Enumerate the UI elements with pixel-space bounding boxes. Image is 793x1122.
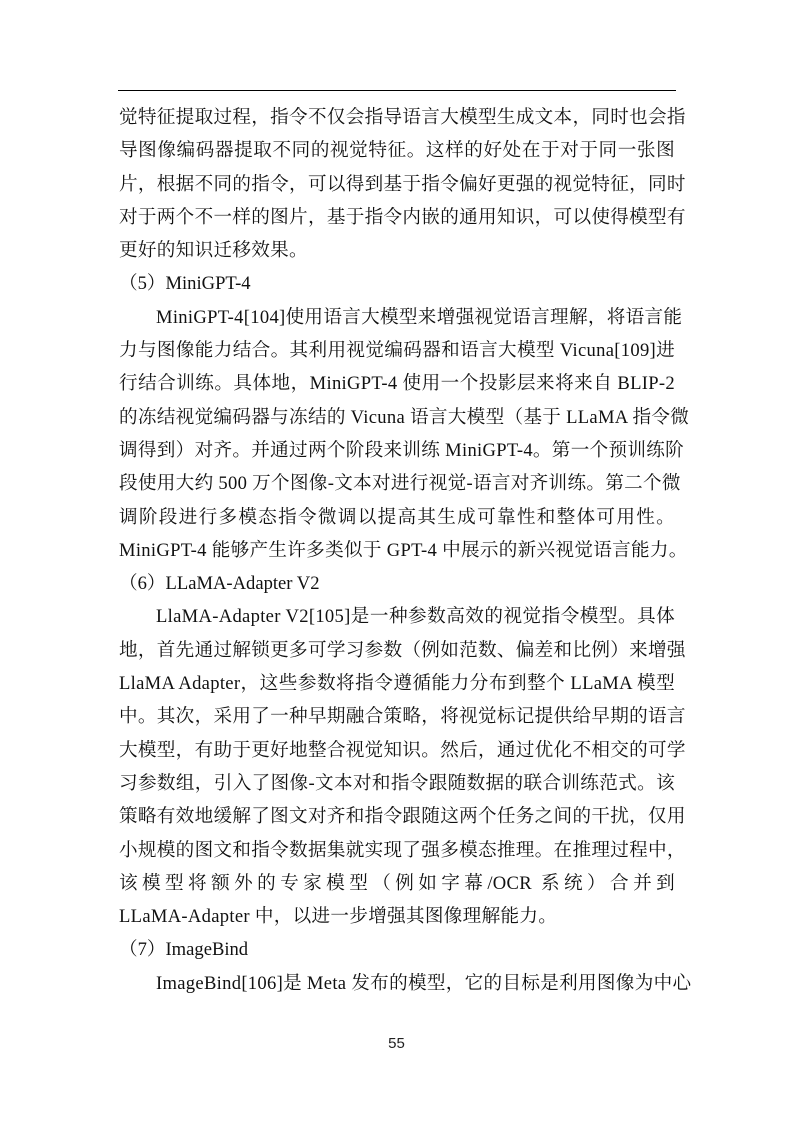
text-line: 觉特征提取过程，指令不仅会指导语言大模型生成文本，同时也会指: [119, 107, 686, 128]
text-line: 更好的知识迁移效果。: [119, 240, 308, 262]
text-line: 小规模的图文和指令数据集就实现了强多模态推理。在推理过程中，: [119, 839, 686, 861]
text-line: 导图像编码器提取不同的视觉特征。这样的好处在于对于同一张图: [119, 140, 675, 162]
text-line: LlaMA Adapter，这些参数将指令遵循能力分布到整个 LLaMA 模型: [119, 673, 675, 695]
text-line: MiniGPT-4[104]使用语言大模型来增强视觉语言理解，将语言能: [156, 306, 683, 328]
text-line: 中。其次，采用了一种早期融合策略，将视觉标记提供给早期的语言: [119, 706, 686, 728]
page-number: 55: [388, 1035, 405, 1052]
section-heading-imagebind: （7）ImageBind: [119, 939, 249, 961]
text-line: 大模型，有助于更好地整合视觉知识。然后，通过优化不相交的可学: [119, 739, 686, 761]
text-line: 的冻结视觉编码器与冻结的 Vicuna 语言大模型（基于 LLaMA 指令微: [119, 406, 690, 428]
header-rule: [118, 90, 676, 91]
section-heading-llama-adapter-v2: （6）LLaMA-Adapter V2: [119, 573, 320, 595]
paragraph-llama-adapter-v2: [119, 600, 686, 933]
paragraph-minigpt4: [119, 301, 690, 567]
text-line: 段使用大约 500 万个图像-文本对进行视觉-语言对齐训练。第二个微: [119, 473, 681, 495]
page-body: [119, 101, 692, 1000]
text-line: 力与图像能力结合。其利用视觉编码器和语言大模型 Vicuna[109]进: [119, 340, 675, 362]
text-line: 调阶段进行多模态指令微调以提高其生成可靠性和整体可用性。: [119, 506, 675, 528]
text-line: 行结合训练。具体地，MiniGPT-4 使用一个投影层来将来自 BLIP-2: [119, 373, 675, 395]
text-line: 该模型将额外的专家模型（例如字幕/OCR 系统）合并到: [119, 872, 675, 894]
text-line: ImageBind[106]是 Meta 发布的模型，它的目标是利用图像为中心: [156, 972, 692, 994]
paragraph-imagebind: [119, 967, 692, 1000]
text-line: LlaMA-Adapter V2[105]是一种参数高效的视觉指令模型。具体: [156, 606, 675, 628]
text-line: 对于两个不一样的图片，基于指令内嵌的通用知识，可以使得模型有: [119, 206, 686, 228]
text-line: 策略有效地缓解了图文对齐和指令跟随这两个任务之间的干扰，仅用: [119, 806, 686, 828]
paragraph-continuation: [119, 101, 686, 267]
text-line: 地，首先通过解锁更多可学习参数（例如范数、偏差和比例）来增强: [119, 639, 686, 661]
text-line: 调得到）对齐。并通过两个阶段来训练 MiniGPT-4。第一个预训练阶: [119, 439, 685, 461]
section-heading-minigpt4: （5）MiniGPT-4: [119, 273, 251, 295]
text-line: 习参数组，引入了图像-文本对和指令跟随数据的联合训练范式。该: [119, 772, 675, 794]
text-line: LLaMA-Adapter 中，以进一步增强其图像理解能力。: [119, 906, 558, 928]
text-line: MiniGPT-4 能够产生许多类似于 GPT-4 中展示的新兴视觉语言能力。: [119, 539, 688, 561]
text-line: 片，根据不同的指令，可以得到基于指令偏好更强的视觉特征，同时: [119, 173, 686, 195]
